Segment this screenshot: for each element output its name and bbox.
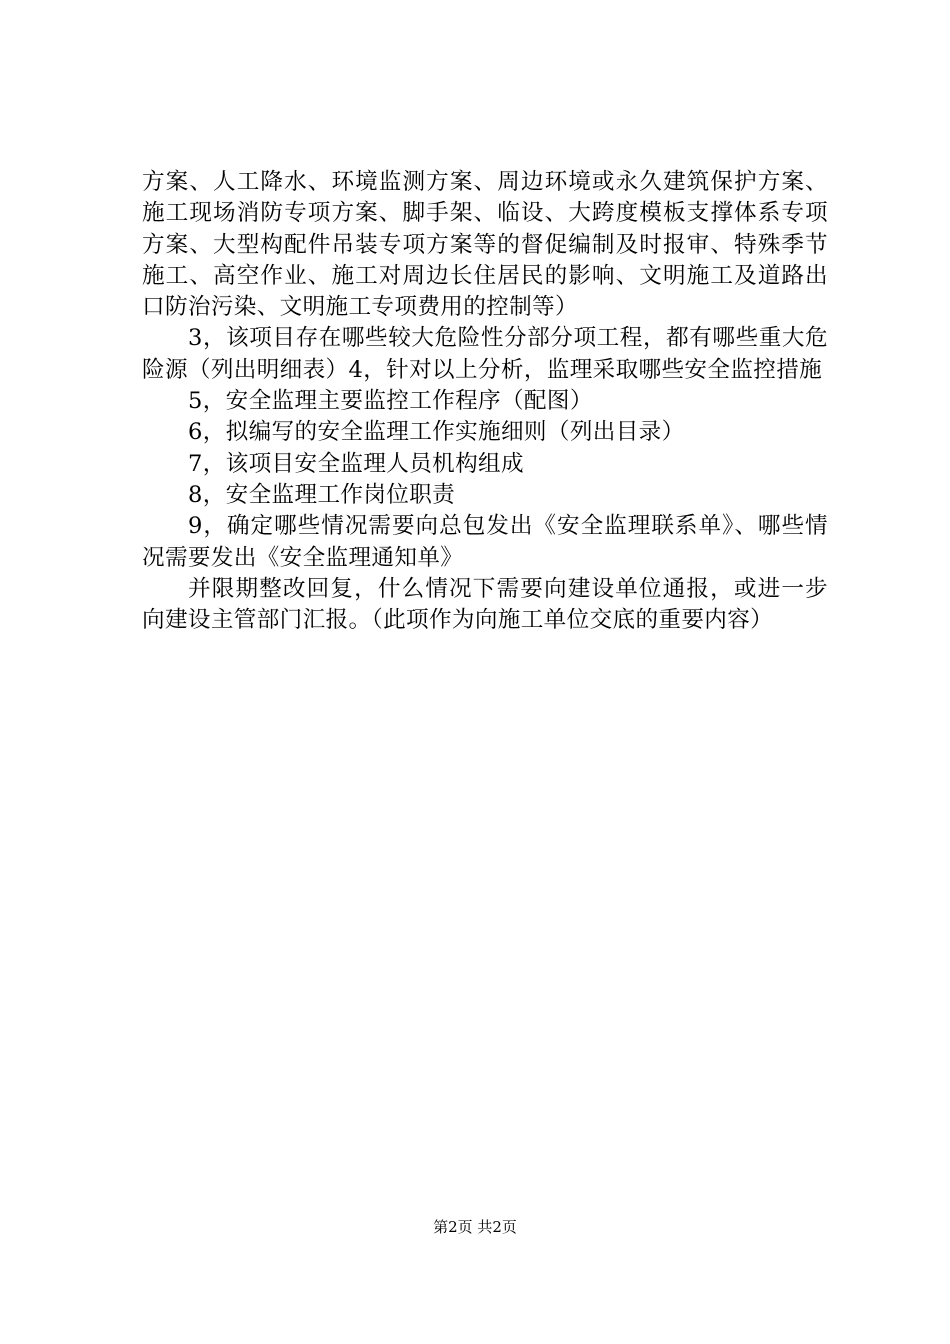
paragraph-item-3: 3，该项目存在哪些较大危险性分部分项工程，都有哪些重大危险源（列出明细表）4，针对以上分析，监理采取哪些安全监控措施 <box>142 325 828 383</box>
paragraph-item-5: 5，安全监理主要监控工作程序（配图） <box>188 388 593 415</box>
paragraph-item-7: 7，该项目安全监理人员机构组成 <box>188 450 524 477</box>
paragraph-closing: 并限期整改回复，什么情况下需要向建设单位通报，或进一步向建设主管部门汇报。（此项作为向施工单位交底的重要内容） <box>142 575 828 634</box>
paragraph-item-9: 9，确定哪些情况需要向总包发出《安全监理联系单》、哪些情况需要发出《安全监理通知单》 <box>142 513 828 571</box>
document-body <box>142 167 828 636</box>
page-number-footer: 第2页 共2页 <box>433 1218 517 1236</box>
paragraph-item-8: 8，安全监理工作岗位职责 <box>188 481 456 508</box>
paragraph-continuation: 方案、人工降水、环境监测方案、周边环境或永久建筑保护方案、施工现场消防专项方案、脚手架、临设、大跨度模板支撑体系专项方案、大型构配件吊装专项方案等的督促编制及时报审、特殊季节施工、高空作业、施工对周边长住居民的影响、文明施工及道路出口防治污染、文明施工专项费用的控制等） <box>142 169 828 321</box>
paragraph-item-6: 6，拟编写的安全监理工作实施细则（列出目录） <box>188 419 685 446</box>
